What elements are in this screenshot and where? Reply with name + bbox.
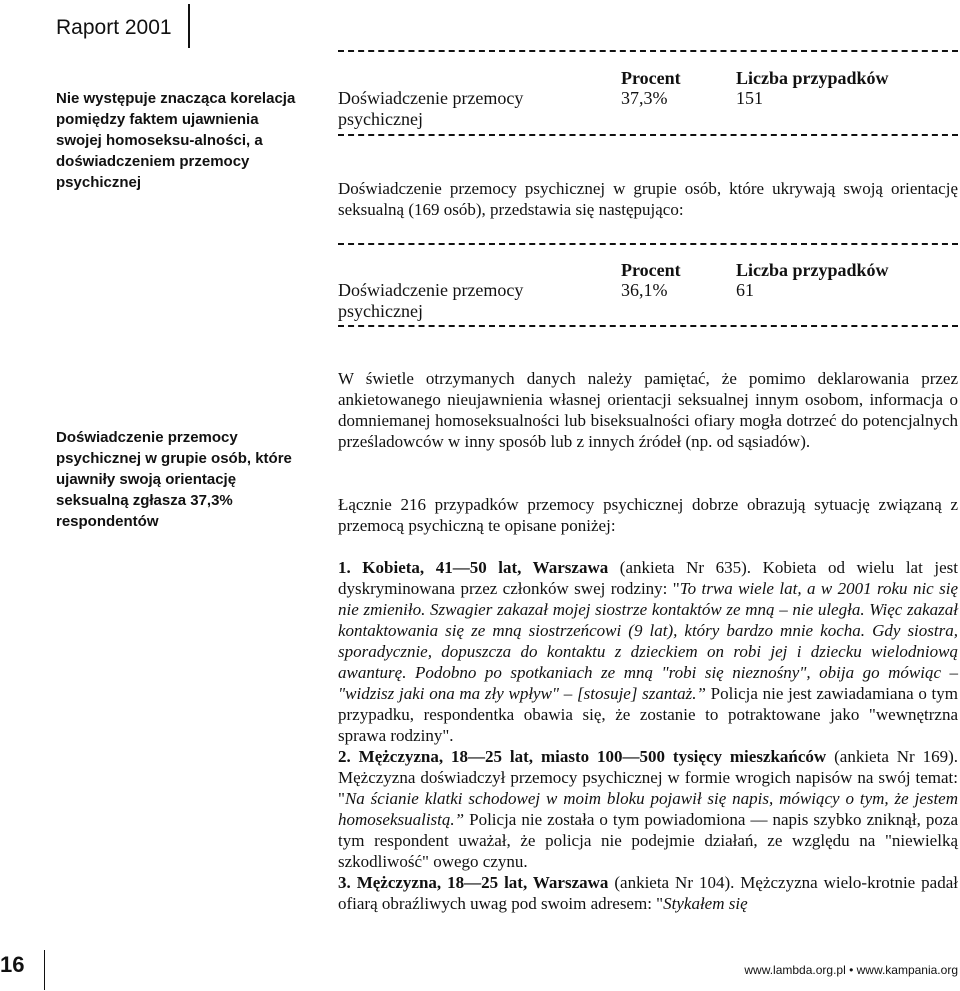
- table-row-label: Doświadczenie przemocy psychicznej: [338, 88, 524, 129]
- table-rule: [338, 325, 958, 327]
- case-heading: 3. Mężczyzna, 18—25 lat, Warszawa: [338, 873, 609, 892]
- page-header-title: Raport 2001: [56, 16, 172, 39]
- table-rule: [338, 134, 958, 136]
- case-item: [338, 746, 958, 872]
- table-header-percent: Procent: [621, 260, 681, 280]
- table-header-cases: Liczba przypadków: [736, 260, 889, 280]
- table-2: [338, 260, 958, 320]
- intro-paragraph: Doświadczenie przemocy psychicznej w grupie osób, które ukrywają swoją orientację seksualną (169 osób), przedstawia się następująco:: [338, 179, 958, 219]
- case-item: [338, 872, 958, 914]
- case-description: Policja nie jest zawiadamiana o tym przypadku, respondentka obawia się, że zostanie to potraktowane jako "wewnętrzna sprawa rodziny".: [338, 684, 958, 745]
- case-list: [338, 557, 958, 914]
- case-reference: (ankieta Nr 635). Kobieta od wielu lat jest dyskryminowana przez członków swej rodziny: ": [338, 558, 958, 598]
- table-rule: [338, 50, 958, 52]
- case-reference: (ankieta Nr 169). Mężczyzna doświadczył przemocy psychicznej w formie wrogich napisów na swój temat: ": [338, 747, 959, 808]
- case-quote: To trwa wiele lat, a w 2001 roku nic się nie zmieniło. Szwagier zakazał mojej siostrze kontaktów ze mną – nie uległa. Więc zakazał kontaktowania się ze mną siostrzeńcowi (9 lat), który bardzo mnie kocha. Gdy siostra, sporadycznie, dopuszcza do kontaktu z dzieckiem on robi jej i dziecku wielodniową awanturę. Podobno po spotkaniach ze mną "robi się nieznośny", obija go mówiąc – "widzisz jaki ona ma zły wpływ" – [stosuje] szantaż.”: [338, 579, 958, 703]
- table-header-percent: Procent: [621, 68, 681, 88]
- side-note-1: Nie występuje znacząca korelacja pomiędzy faktem ujawnienia swojej homoseksu-alności, a doświadczeniem przemocy psychicznej: [56, 90, 296, 191]
- case-description: Policja nie została o tym powiadomiona — napis szybko zniknął, poza tym respondent uważał, że policja nie podejmie działań, ze względu na "niewielką szkodliwość" owego czynu.: [338, 810, 958, 871]
- body-paragraph-1: W świetle otrzymanych danych należy pamiętać, że pomimo deklarowania przez ankietowanego nieujawnienia własnej orientacji seksualnej innym osobom, informacja o domniemanej homoseksualności lub biseksualności ofiary mogła dotrzeć do potencjalnych prześladowców w inny sposób lub z innych źródeł (np. od sąsiadów).: [338, 369, 958, 451]
- table-1: [338, 68, 958, 128]
- table-cases-value: 61: [736, 280, 754, 300]
- table-rule: [338, 243, 958, 245]
- table-header-cases: Liczba przypadków: [736, 68, 889, 88]
- case-heading: 1. Kobieta, 41—50 lat, Warszawa: [338, 558, 609, 577]
- side-note-2: Doświadczenie przemocy psychicznej w grupie osób, które ujawniły swoją orientację seksualną zgłasza 37,3% respondentów: [56, 429, 292, 530]
- footer-links[interactable]: www.lambda.org.pl • www.kampania.org: [744, 963, 958, 977]
- body-paragraph-2: Łącznie 216 przypadków przemocy psychicznej dobrze obrazują sytuację związaną z przemocą psychiczną te opisane poniżej:: [338, 495, 958, 535]
- case-heading: 2. Mężczyzna, 18—25 lat, miasto 100—500 tysięcy mieszkańców: [338, 747, 827, 766]
- page-number: 16: [0, 952, 25, 977]
- footer-divider: [44, 950, 45, 990]
- table-percent-value: 37,3%: [621, 88, 668, 108]
- case-quote: Na ścianie klatki schodowej w moim bloku pojawił się napis, mówiący o tym, że jestem homoseksualistą.”: [338, 789, 958, 829]
- table-row-label: Doświadczenie przemocy psychicznej: [338, 280, 524, 321]
- case-item: [338, 557, 958, 746]
- table-percent-value: 36,1%: [621, 280, 668, 300]
- case-quote: Stykałem się: [663, 894, 748, 913]
- header-divider: [188, 4, 190, 48]
- case-reference: (ankieta Nr 104). Mężczyzna wielo-krotnie padał ofiarą obraźliwych uwag pod swoim adresem: ": [338, 873, 958, 913]
- table-cases-value: 151: [736, 88, 763, 108]
